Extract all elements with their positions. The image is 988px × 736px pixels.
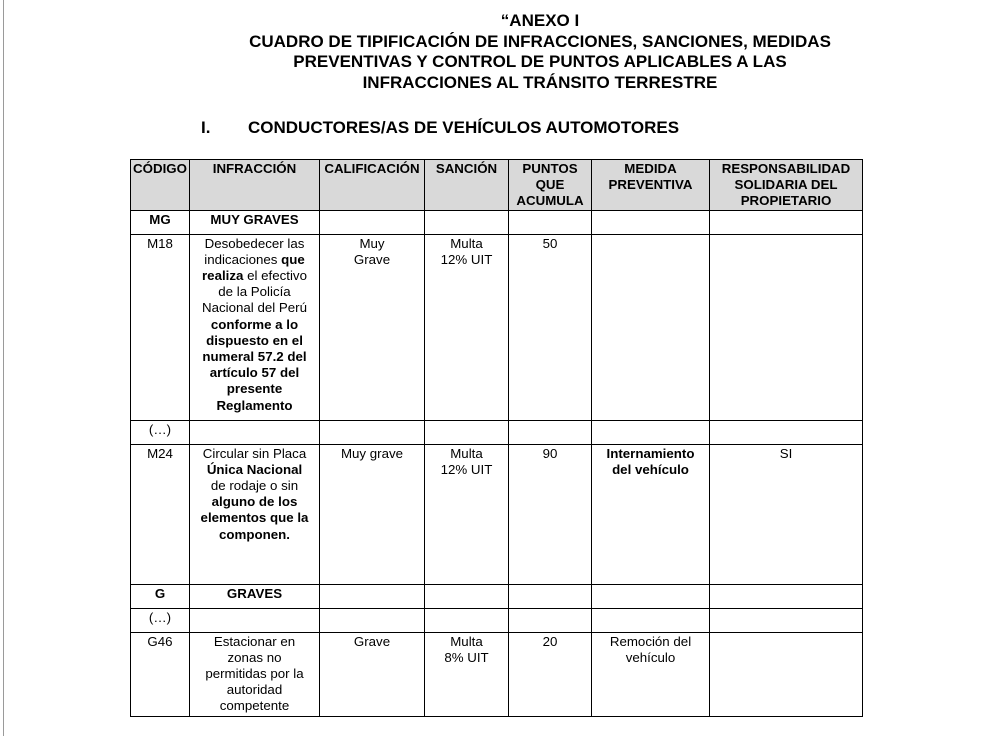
medida-cell xyxy=(592,234,710,420)
text-line: Multa xyxy=(450,633,483,649)
text-line: Remoción del xyxy=(609,633,692,649)
header-medida xyxy=(592,160,710,211)
code-cell: G46 xyxy=(131,632,190,716)
empty-cell xyxy=(592,210,710,234)
empty-cell xyxy=(592,608,710,632)
header-resp-line: RESPONSABILIDAD xyxy=(721,161,851,176)
text-line: autoridad xyxy=(226,682,283,698)
text-line: presente xyxy=(226,381,283,397)
table-header-row xyxy=(131,160,863,211)
empty-cell xyxy=(592,584,710,608)
text-span: indicaciones xyxy=(204,251,282,267)
text-line: 12% UIT xyxy=(440,461,493,477)
calificacion-cell: Grave xyxy=(320,632,425,716)
code-cell: M18 xyxy=(131,234,190,420)
text-line: permitidas por la xyxy=(205,666,304,682)
text-line: Única Nacional xyxy=(206,461,303,477)
text-line: Estacionar en xyxy=(213,633,296,649)
header-puntos-line: QUE xyxy=(535,177,565,193)
empty-cell xyxy=(425,420,509,444)
group-code: G xyxy=(131,584,190,608)
text-line: Multa xyxy=(450,445,483,461)
header-medida-line: MEDIDA xyxy=(624,161,677,176)
calificacion-cell: Muy grave xyxy=(320,444,425,584)
text-line: componen. xyxy=(219,526,290,542)
section-heading xyxy=(201,118,679,138)
infraction-cell xyxy=(190,632,320,716)
text-line: del vehículo xyxy=(612,461,689,477)
header-calificacion: CALIFICACIÓN xyxy=(320,160,425,211)
header-resp-line: SOLIDARIA DEL xyxy=(734,177,838,193)
empty-cell xyxy=(425,584,509,608)
text-line: competente xyxy=(219,698,290,714)
header-resp-line: PROPIETARIO xyxy=(740,193,832,209)
ellipsis-cell: (…) xyxy=(131,608,190,632)
sancion-cell xyxy=(425,444,509,584)
group-label: MUY GRAVES xyxy=(190,210,320,234)
header-puntos xyxy=(509,160,592,211)
text-line: numeral 57.2 del xyxy=(202,349,307,365)
text-line: de la Policía xyxy=(218,284,291,300)
empty-cell xyxy=(509,584,592,608)
empty-cell xyxy=(320,608,425,632)
responsabilidad-cell xyxy=(710,632,863,716)
infractions-table xyxy=(130,159,863,717)
empty-cell xyxy=(710,584,863,608)
text-span: realiza xyxy=(202,268,244,284)
document-title xyxy=(180,11,900,93)
text-line: 8% UIT xyxy=(444,649,489,665)
section-label: CONDUCTORES/AS DE VEHÍCULOS AUTOMOTORES xyxy=(248,118,680,137)
empty-cell xyxy=(190,420,320,444)
empty-cell xyxy=(710,608,863,632)
title-line-1: “ANEXO I xyxy=(500,11,580,30)
text-line: Grave xyxy=(353,251,391,267)
responsabilidad-cell xyxy=(710,234,863,420)
ellipsis-cell: (…) xyxy=(131,420,190,444)
text-line xyxy=(192,268,317,284)
text-line: Desobedecer las xyxy=(204,235,305,251)
page-left-border xyxy=(3,0,4,736)
medida-cell xyxy=(592,632,710,716)
text-line: artículo 57 del xyxy=(209,365,300,381)
text-line: Circular sin Placa xyxy=(202,445,307,461)
code-cell: M24 xyxy=(131,444,190,584)
text-line: conforme a lo xyxy=(210,316,299,332)
title-line-2: CUADRO DE TIPIFICACIÓN DE INFRACCIONES, SANCIONES, MEDIDAS xyxy=(249,31,831,51)
empty-cell xyxy=(320,210,425,234)
title-line-3: PREVENTIVAS Y CONTROL DE PUNTOS APLICABLES A LAS xyxy=(293,52,787,71)
puntos-cell: 90 xyxy=(509,444,592,584)
table-row-m18 xyxy=(131,234,863,420)
empty-cell xyxy=(320,584,425,608)
group-label: GRAVES xyxy=(190,584,320,608)
empty-cell xyxy=(509,420,592,444)
empty-cell xyxy=(425,608,509,632)
text-line: dispuesto en el xyxy=(206,332,303,348)
header-puntos-line: PUNTOS xyxy=(522,161,578,176)
text-line: alguno de los xyxy=(211,494,298,510)
text-line: Multa xyxy=(450,235,483,251)
empty-cell xyxy=(710,420,863,444)
puntos-cell: 50 xyxy=(509,234,592,420)
table-row-g46 xyxy=(131,632,863,716)
text-line xyxy=(192,252,317,268)
infraction-cell xyxy=(190,234,320,420)
section-number: I. xyxy=(201,118,211,137)
empty-cell xyxy=(592,420,710,444)
group-row-graves xyxy=(131,584,863,608)
sancion-cell xyxy=(425,234,509,420)
empty-cell xyxy=(509,608,592,632)
infraction-cell xyxy=(190,444,320,584)
ellipsis-row xyxy=(131,608,863,632)
empty-cell xyxy=(190,608,320,632)
text-line: 12% UIT xyxy=(440,251,493,267)
table-row-m24 xyxy=(131,444,863,584)
header-responsabilidad xyxy=(710,160,863,211)
text-span: que xyxy=(281,251,305,267)
header-sancion: SANCIÓN xyxy=(425,160,509,211)
text-line: Nacional del Perú xyxy=(202,300,307,316)
puntos-cell: 20 xyxy=(509,632,592,716)
group-row-muy-graves xyxy=(131,210,863,234)
text-line: Reglamento xyxy=(216,397,293,413)
header-codigo: CÓDIGO xyxy=(131,160,190,211)
empty-cell xyxy=(320,420,425,444)
title-line-4: INFRACCIONES AL TRÁNSITO TERRESTRE xyxy=(362,72,718,92)
empty-cell xyxy=(425,210,509,234)
medida-cell xyxy=(592,444,710,584)
header-puntos-line: ACUMULA xyxy=(516,193,584,209)
header-infraccion: INFRACCIÓN xyxy=(190,160,320,211)
sancion-cell xyxy=(425,632,509,716)
text-line: vehículo xyxy=(625,649,676,665)
text-line: zonas no xyxy=(227,649,282,665)
text-line: Muy xyxy=(359,235,385,251)
text-line: elementos que la xyxy=(200,510,309,526)
empty-cell xyxy=(710,210,863,234)
responsabilidad-cell: SI xyxy=(710,444,863,584)
text-line: Internamiento xyxy=(606,445,695,461)
calificacion-cell xyxy=(320,234,425,420)
text-span: el efectivo xyxy=(243,268,307,284)
ellipsis-row xyxy=(131,420,863,444)
text-line: de rodaje o sin xyxy=(210,478,299,494)
empty-cell xyxy=(509,210,592,234)
group-code: MG xyxy=(131,210,190,234)
header-medida-line: PREVENTIVA xyxy=(608,177,693,193)
